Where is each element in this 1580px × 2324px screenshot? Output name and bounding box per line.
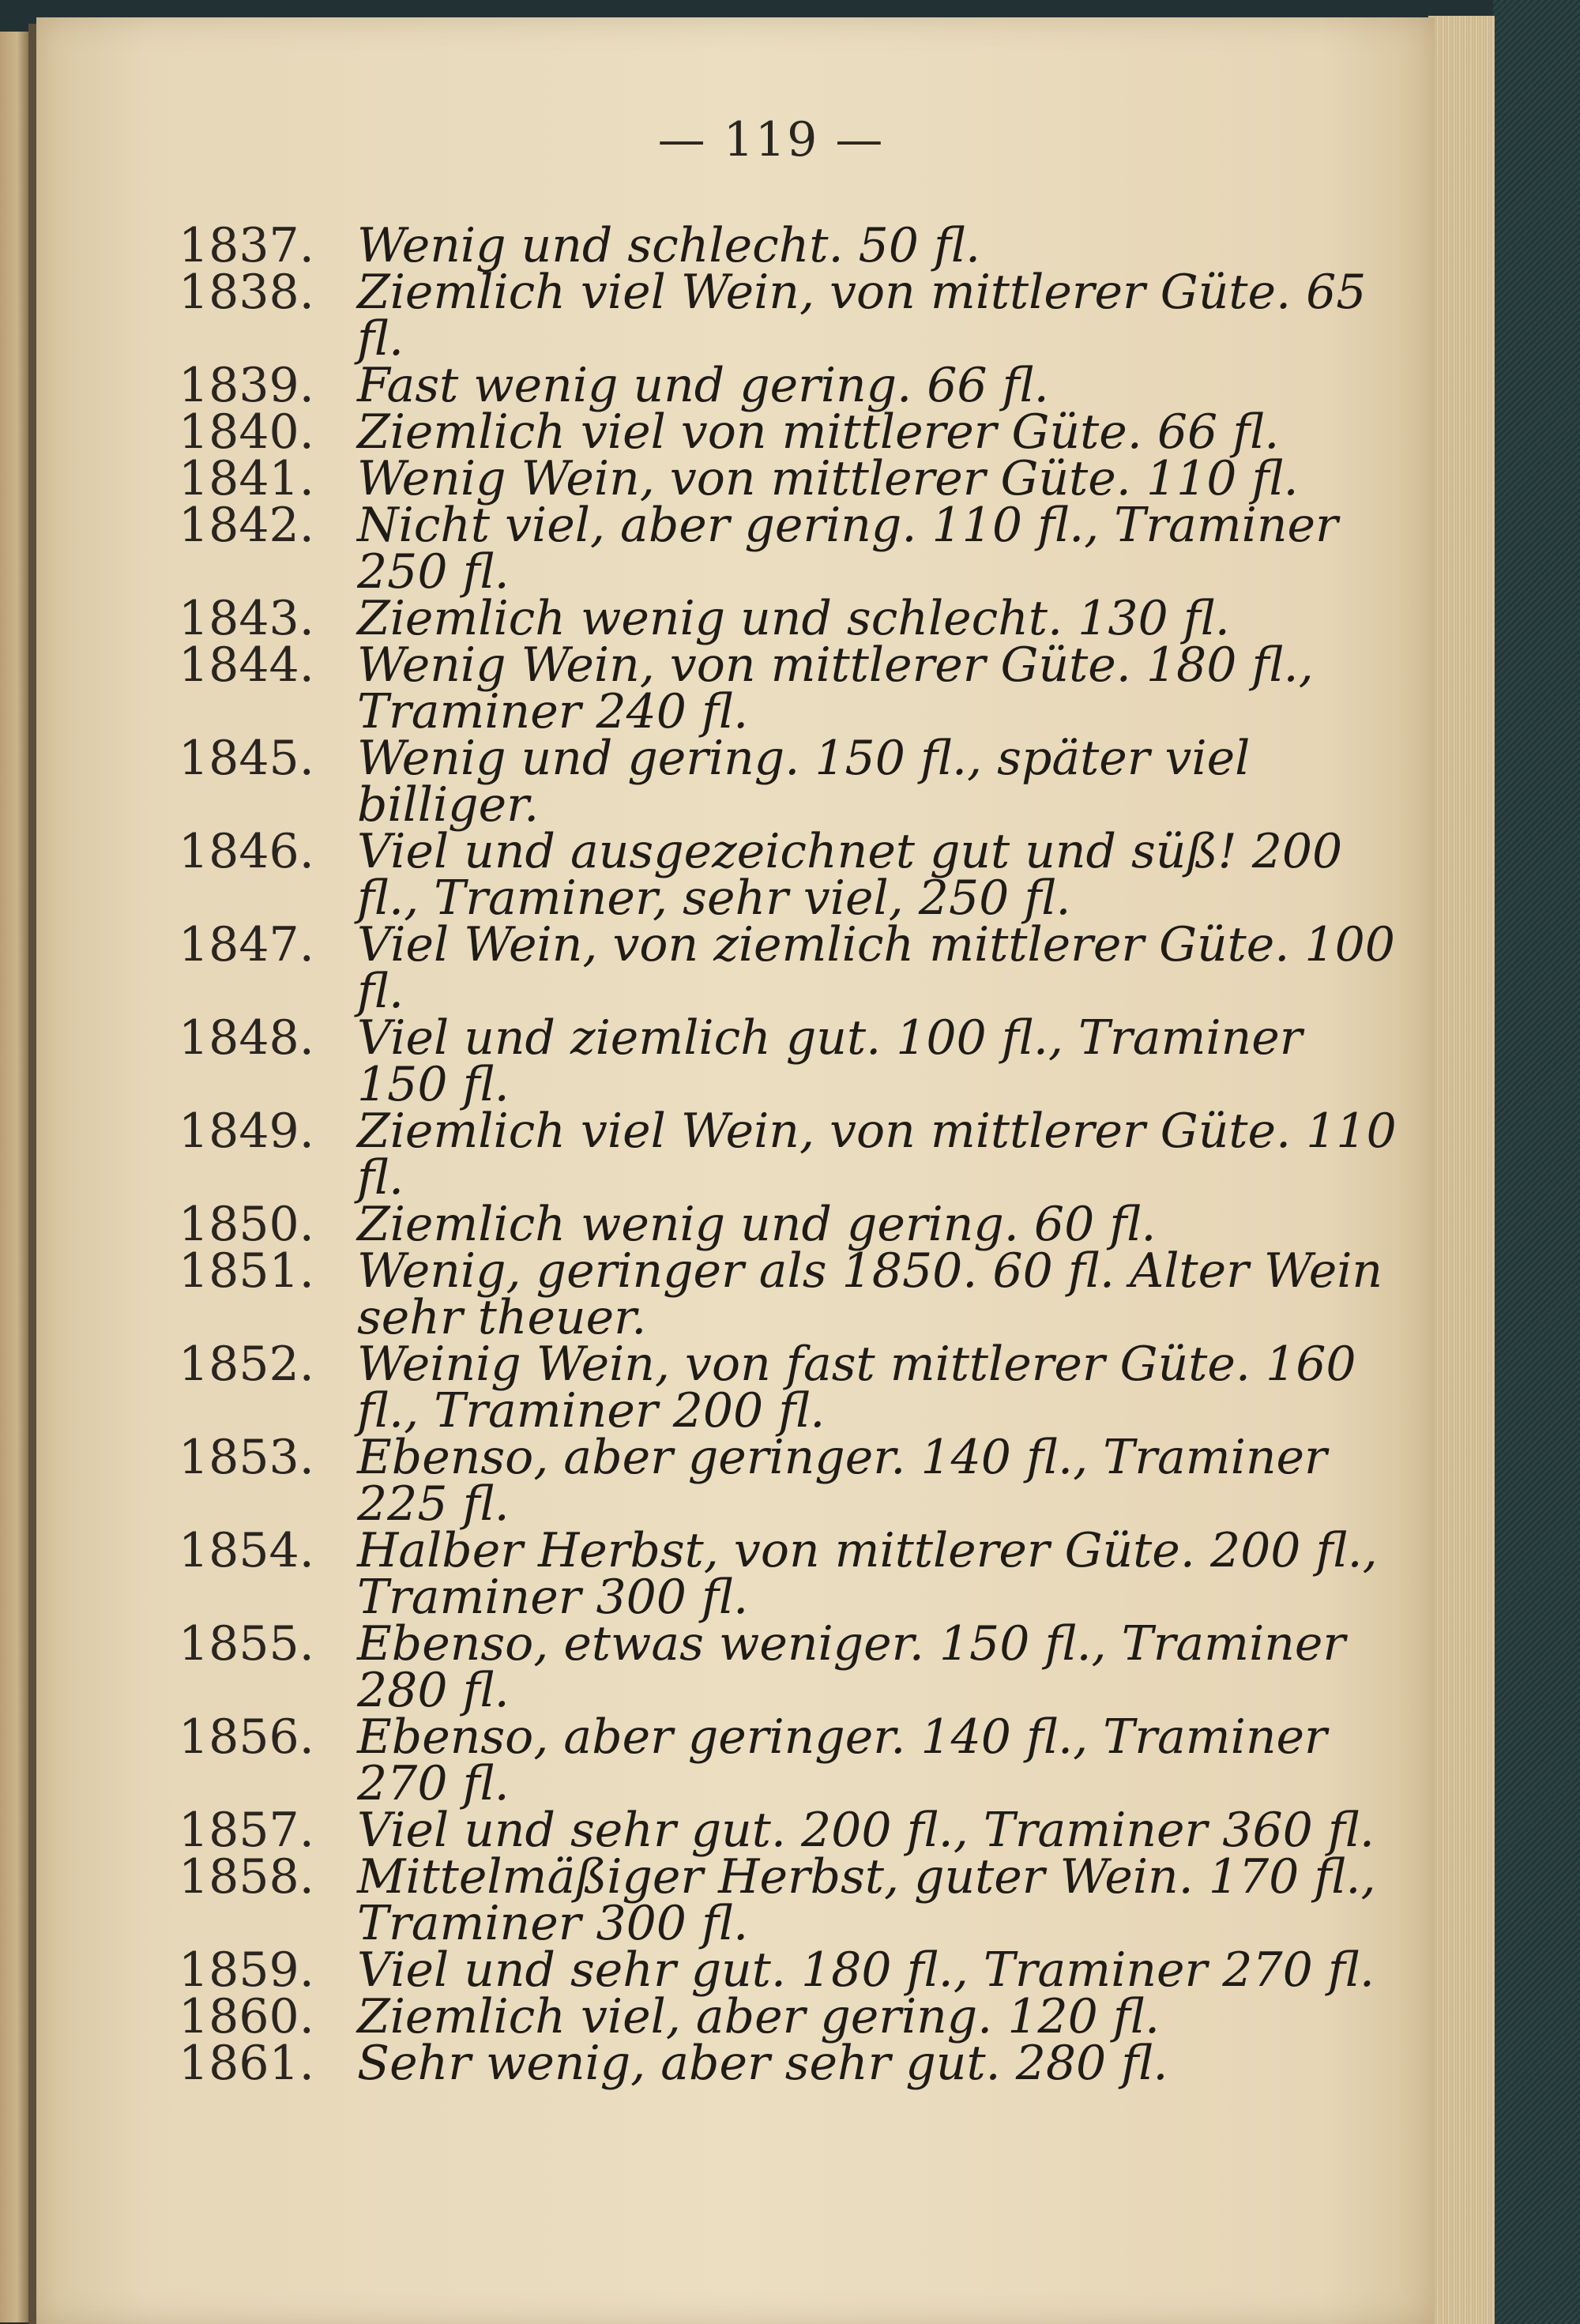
entry-year: 1857. bbox=[179, 1803, 314, 1858]
entry-year: 1837. bbox=[179, 218, 314, 273]
list-item bbox=[171, 218, 1403, 273]
entry-year: 1841. bbox=[179, 451, 314, 506]
entry-text: Ziemlich viel Wein, von mittlerer Güte. 110 fl. bbox=[357, 1104, 1397, 1205]
entry-year: 1845. bbox=[179, 731, 314, 786]
entry-text: Ebenso, aber geringer. 140 fl., Traminer 270 fl. bbox=[357, 1709, 1327, 1811]
list-item bbox=[171, 1243, 1403, 1345]
list-item bbox=[171, 731, 1403, 833]
entry-text: Sehr wenig, aber sehr gut. 280 fl. bbox=[357, 2036, 1168, 2091]
entry-text: Weinig Wein, von fast mittlerer Güte. 160 fl., Traminer 200 fl. bbox=[357, 1337, 1356, 1438]
entry-year: 1846. bbox=[179, 824, 314, 879]
list-item bbox=[171, 451, 1403, 506]
entry-text: Viel und sehr gut. 180 fl., Traminer 270 fl. bbox=[357, 1942, 1375, 1998]
entry-year: 1851. bbox=[179, 1243, 314, 1299]
page-number: — 119 — bbox=[657, 112, 885, 167]
entry-year: 1844. bbox=[179, 637, 314, 693]
previous-page-edge bbox=[0, 32, 28, 2322]
list-item bbox=[171, 265, 1403, 367]
entry-year: 1859. bbox=[179, 1942, 314, 1998]
book-gutter bbox=[28, 24, 36, 2324]
entry-text: Viel und ziemlich gut. 100 fl., Traminer 150 fl. bbox=[357, 1010, 1303, 1112]
entry-text: Viel und ausgezeichnet gut und süß! 200 fl., Traminer, sehr viel, 250 fl. bbox=[357, 824, 1343, 926]
entry-year: 1856. bbox=[179, 1709, 314, 1765]
entry-year: 1852. bbox=[179, 1337, 314, 1392]
list-item bbox=[171, 1104, 1403, 1205]
entry-year: 1842. bbox=[179, 498, 314, 553]
entry-text: Fast wenig und gering. 66 fl. bbox=[357, 358, 1049, 413]
list-item bbox=[171, 2036, 1403, 2091]
entry-year: 1858. bbox=[179, 1849, 314, 1905]
list-item bbox=[171, 824, 1403, 926]
entry-text: Nicht viel, aber gering. 110 fl., Traminer 250 fl. bbox=[357, 498, 1338, 600]
entry-year: 1853. bbox=[179, 1430, 314, 1485]
entry-year: 1854. bbox=[179, 1523, 314, 1578]
entry-text: Wenig und gering. 150 fl., später viel billiger. bbox=[357, 731, 1251, 833]
list-item bbox=[171, 591, 1403, 646]
entry-text: Viel Wein, von ziemlich mittlerer Güte. 100 fl. bbox=[357, 917, 1395, 1019]
list-item bbox=[171, 1010, 1403, 1112]
list-item bbox=[171, 1430, 1403, 1532]
entry-text: Ziemlich viel von mittlerer Güte. 66 fl. bbox=[357, 404, 1280, 460]
list-item bbox=[171, 1849, 1403, 1951]
vintage-list bbox=[171, 218, 1403, 2091]
entry-text: Ebenso, aber geringer. 140 fl., Traminer 225 fl. bbox=[357, 1430, 1327, 1532]
book-page bbox=[36, 17, 1435, 2324]
entry-text: Ziemlich viel, aber gering. 120 fl. bbox=[357, 1989, 1161, 2044]
entry-year: 1839. bbox=[179, 358, 314, 413]
list-item bbox=[171, 917, 1403, 1019]
entry-year: 1838. bbox=[179, 265, 314, 320]
entry-year: 1847. bbox=[179, 917, 314, 972]
entry-year: 1850. bbox=[179, 1197, 314, 1252]
entry-text: Ziemlich wenig und schlecht. 130 fl. bbox=[357, 591, 1230, 646]
entry-year: 1861. bbox=[179, 2036, 314, 2091]
entry-year: 1855. bbox=[179, 1616, 314, 1672]
list-item bbox=[171, 358, 1403, 413]
entry-text: Ziemlich viel Wein, von mittlerer Güte. 65 fl. bbox=[357, 265, 1367, 367]
list-item bbox=[171, 1989, 1403, 2044]
entry-text: Halber Herbst, von mittlerer Güte. 200 fl., Traminer 300 fl. bbox=[357, 1523, 1378, 1625]
entry-text: Wenig und schlecht. 50 fl. bbox=[357, 218, 981, 273]
list-item bbox=[171, 1709, 1403, 1811]
list-item bbox=[171, 498, 1403, 600]
book-cover bbox=[1493, 0, 1580, 2324]
page-edges bbox=[1428, 16, 1495, 2324]
entry-text: Viel und sehr gut. 200 fl., Traminer 360 fl. bbox=[357, 1803, 1375, 1858]
list-item bbox=[171, 1616, 1403, 1718]
entry-text: Wenig, geringer als 1850. 60 fl. Alter Wein sehr theuer. bbox=[357, 1243, 1383, 1345]
list-item bbox=[171, 1337, 1403, 1438]
entry-text: Mittelmäßiger Herbst, guter Wein. 170 fl., Traminer 300 fl. bbox=[357, 1849, 1376, 1951]
list-item bbox=[171, 1197, 1403, 1252]
list-item bbox=[171, 1523, 1403, 1625]
entry-text: Wenig Wein, von mittlerer Güte. 110 fl. bbox=[357, 451, 1299, 506]
entry-text: Ebenso, etwas weniger. 150 fl., Traminer 280 fl. bbox=[357, 1616, 1346, 1718]
list-item bbox=[171, 1942, 1403, 1998]
list-item bbox=[171, 637, 1403, 739]
list-item bbox=[171, 404, 1403, 460]
entry-text: Wenig Wein, von mittlerer Güte. 180 fl., Traminer 240 fl. bbox=[357, 637, 1314, 739]
entry-year: 1848. bbox=[179, 1010, 314, 1066]
entry-text: Ziemlich wenig und gering. 60 fl. bbox=[357, 1197, 1157, 1252]
entry-year: 1843. bbox=[179, 591, 314, 646]
entry-year: 1860. bbox=[179, 1989, 314, 2044]
entry-year: 1840. bbox=[179, 404, 314, 460]
entry-year: 1849. bbox=[179, 1104, 314, 1159]
list-item bbox=[171, 1803, 1403, 1858]
